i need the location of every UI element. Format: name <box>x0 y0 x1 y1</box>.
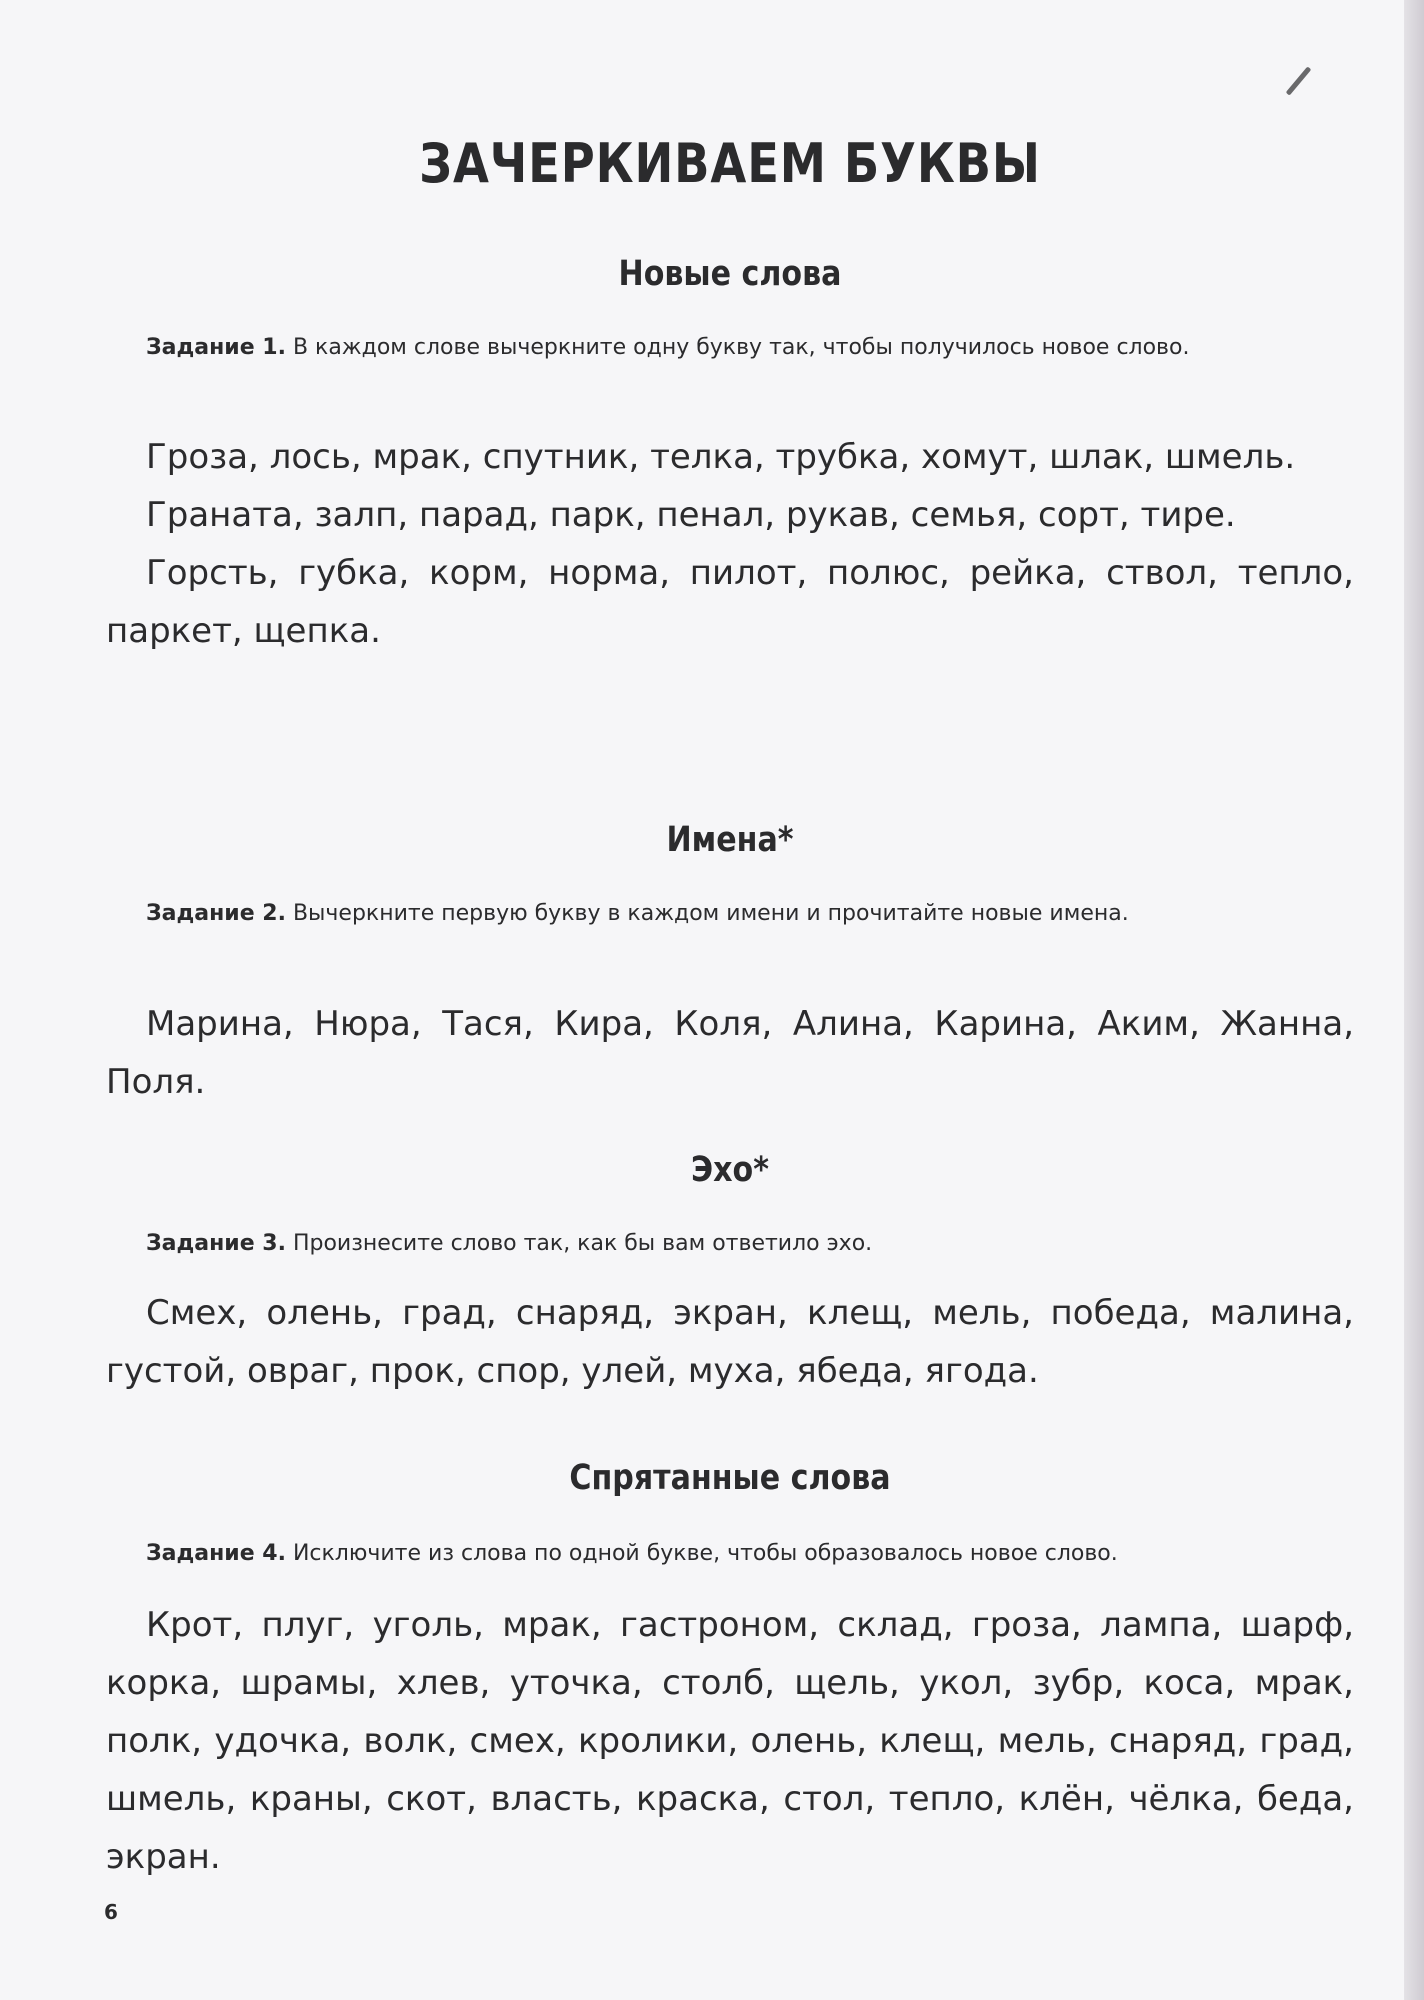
word-paragraph: Граната, залп, парад, парк, пенал, рукав, семья, сорт, тире. <box>146 495 1236 535</box>
page-edge-shadow <box>1404 0 1424 2000</box>
task-text: В каждом слове вычеркните одну букву так, чтобы получилось новое слово. <box>292 335 1190 360</box>
word-paragraph: Горсть, губка, корм, норма, пилот, полюс, рейка, ствол, тепло, паркет, щепка. <box>106 553 1354 651</box>
task-label: Задание 2. <box>146 901 286 926</box>
word-list-4 <box>106 1596 1354 1886</box>
word-paragraph: Крот, плуг, уголь, мрак, гастроном, склад, гроза, лампа, шарф, корка, шрамы, хлев, уточка, столб, щель, укол, зубр, коса, мрак, полк, удочка, волк, смех, кролики, олень, клещ, мель, снаряд, град, шмель, краны, скот, власть, краска, стол, тепло, клён, чёлка, беда, экран. <box>106 1605 1354 1877</box>
task-text: Произнесите слово так, как бы вам ответило эхо. <box>292 1231 873 1256</box>
section-title-echo: Эхо* <box>691 1150 769 1190</box>
task-1 <box>146 330 1354 366</box>
word-list-2 <box>106 995 1354 1111</box>
task-2 <box>146 896 1354 932</box>
word-list-1 <box>106 428 1354 660</box>
task-label: Задание 3. <box>146 1231 286 1256</box>
section-title-hidden-words: Спрятанные слова <box>569 1458 891 1498</box>
task-text: Исключите из слова по одной букве, чтобы образовалось новое слово. <box>292 1541 1118 1566</box>
word-paragraph: Марина, Нюра, Тася, Кира, Коля, Алина, Карина, Аким, Жанна, Поля. <box>106 1004 1354 1102</box>
pencil-mark <box>1286 66 1312 95</box>
task-text: Вычеркните первую букву в каждом имени и прочитайте новые имена. <box>292 901 1129 926</box>
task-4 <box>146 1536 1354 1572</box>
task-label: Задание 1. <box>146 335 286 360</box>
page-number: 6 <box>104 1900 118 1924</box>
page-title: ЗАЧЕРКИВАЕМ БУКВЫ <box>419 132 1041 195</box>
word-paragraph: Смех, олень, град, снаряд, экран, клещ, мель, победа, малина, густой, овраг, прок, спор, улей, муха, ябеда, ягода. <box>106 1293 1354 1391</box>
section-title-new-words: Новые слова <box>618 254 842 294</box>
word-paragraph: Гроза, лось, мрак, спутник, телка, трубка, хомут, шлак, шмель. <box>146 437 1296 477</box>
section-title-names: Имена* <box>666 820 794 860</box>
task-3 <box>146 1226 1354 1262</box>
word-list-3 <box>106 1284 1354 1400</box>
task-label: Задание 4. <box>146 1541 286 1566</box>
